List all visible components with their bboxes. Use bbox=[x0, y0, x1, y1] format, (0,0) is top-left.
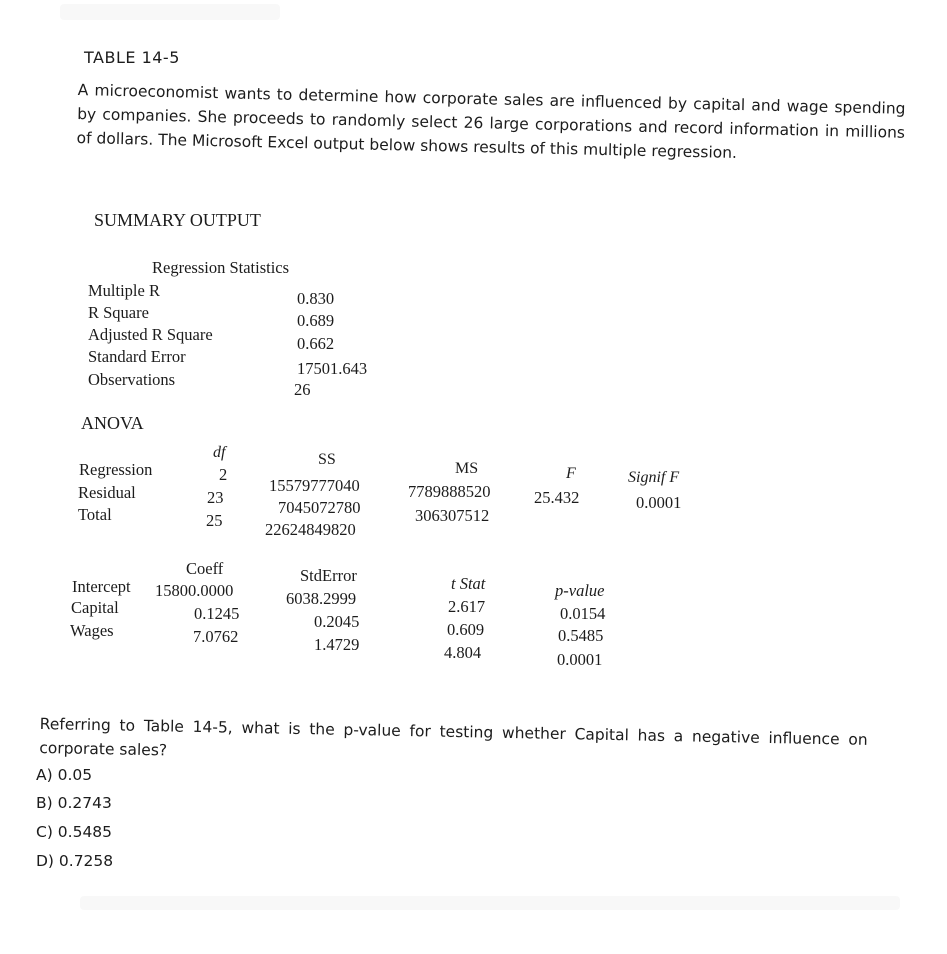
coef-cell-coeff: 0.1245 bbox=[194, 604, 240, 623]
coef-cell-p-value: 0.0154 bbox=[560, 604, 606, 623]
table-title: TABLE 14-5 bbox=[84, 48, 180, 67]
anova-cell-df: 25 bbox=[206, 511, 223, 530]
coef-header-t-stat: t Stat bbox=[451, 574, 486, 593]
coef-row-label: Intercept bbox=[72, 577, 131, 596]
anova-header-ss: SS bbox=[318, 451, 336, 468]
stat-label: Observations bbox=[88, 370, 176, 389]
coef-cell-stderror: 1.4729 bbox=[314, 635, 360, 654]
coef-row-label: Capital bbox=[71, 598, 119, 617]
anova-cell-ms: 306307512 bbox=[415, 506, 490, 525]
coef-cell-t-stat: 4.804 bbox=[444, 643, 482, 662]
anova-header-df: df bbox=[213, 444, 226, 461]
stat-value: 0.830 bbox=[297, 289, 335, 308]
anova-cell-df: 2 bbox=[219, 465, 228, 484]
answer-option-b[interactable]: B) 0.2743 bbox=[36, 794, 112, 812]
anova-cell-ss: 15579777040 bbox=[269, 476, 360, 495]
coef-cell-coeff: 7.0762 bbox=[193, 627, 239, 646]
coef-cell-t-stat: 2.617 bbox=[448, 597, 486, 616]
anova-header-ms: MS bbox=[455, 460, 479, 477]
anova-cell-f: 25.432 bbox=[534, 488, 580, 507]
stat-value: 26 bbox=[294, 380, 311, 399]
coef-cell-p-value: 0.0001 bbox=[557, 650, 603, 669]
anova-cell-ms: 7789888520 bbox=[408, 482, 491, 501]
question-text: Referring to Table 14-5, what is the p-value for testing whether Capital has a negative influence on corporate sales? bbox=[39, 714, 868, 760]
anova-title: ANOVA bbox=[81, 413, 144, 433]
stat-label: Adjusted R Square bbox=[88, 325, 213, 344]
coef-header-p-value: p-value bbox=[555, 581, 605, 600]
answer-option-d[interactable]: D) 0.7258 bbox=[36, 852, 114, 870]
coef-row-label: Wages bbox=[70, 621, 114, 640]
summary-output-title: SUMMARY OUTPUT bbox=[94, 210, 261, 230]
stat-value: 0.662 bbox=[297, 334, 335, 353]
anova-cell-df: 23 bbox=[207, 488, 224, 507]
anova-row-label: Regression bbox=[79, 460, 153, 479]
stat-value: 17501.643 bbox=[297, 359, 368, 378]
stat-label: R Square bbox=[88, 303, 149, 322]
regression-statistics-title: Regression Statistics bbox=[152, 258, 290, 277]
anova-row-label: Total bbox=[78, 505, 112, 524]
anova-cell-ss: 7045072780 bbox=[278, 498, 361, 517]
coef-cell-stderror: 6038.2999 bbox=[286, 589, 357, 608]
stat-label: Multiple R bbox=[88, 281, 160, 300]
anova-row-label: Residual bbox=[78, 483, 136, 502]
coef-cell-coeff: 15800.0000 bbox=[155, 581, 234, 600]
stat-value: 0.689 bbox=[297, 311, 335, 330]
coef-cell-p-value: 0.5485 bbox=[558, 626, 604, 645]
answer-option-c[interactable]: C) 0.5485 bbox=[36, 823, 113, 841]
anova-header-signif-f: Signif F bbox=[628, 469, 680, 486]
coef-cell-t-stat: 0.609 bbox=[447, 620, 485, 639]
coef-header-coeff: Coeff bbox=[186, 559, 224, 578]
problem-statement bbox=[76, 78, 905, 169]
scan-smudge bbox=[80, 896, 900, 910]
coef-header-stderror: StdError bbox=[300, 566, 357, 585]
anova-header-f: F bbox=[566, 465, 576, 482]
problem-text: A microeconomist wants to determine how corporate sales are influenced by capital and wage spending by companies. She proceeds to randomly select 26 large corporations and record information in millions of dollars. The Microsoft Excel output below shows results of this multiple regression. bbox=[76, 80, 906, 162]
question bbox=[39, 712, 868, 776]
stat-label: Standard Error bbox=[88, 347, 186, 366]
answer-option-a[interactable]: A) 0.05 bbox=[36, 766, 93, 784]
coef-cell-stderror: 0.2045 bbox=[314, 612, 360, 631]
anova-cell-signif-f: 0.0001 bbox=[636, 493, 682, 512]
scan-smudge bbox=[60, 4, 280, 20]
anova-cell-ss: 22624849820 bbox=[265, 520, 356, 539]
